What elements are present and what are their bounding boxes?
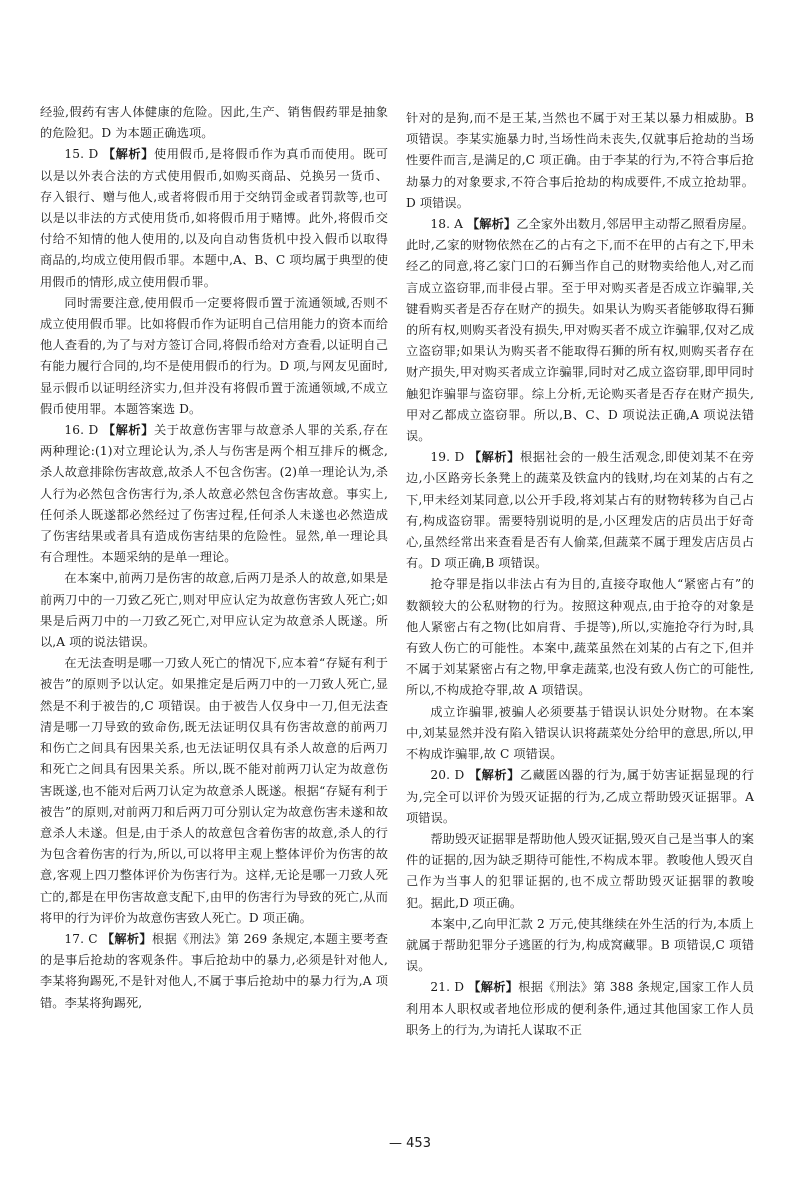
page-number: — 453: [389, 1136, 431, 1151]
question-number: 20. D: [430, 768, 469, 783]
paragraph-text: 帮助毁灭证据罪是帮助他人毁灭证据,毁灭自己是当事人的案件的证据的,因为缺乏期待可能性,不构成本罪。教唆他人毁灭自己作为当事人的犯罪证据的,也不成立帮助毁灭证据罪的教唆犯。据此,D 项正确。: [406, 831, 754, 910]
paragraph: [406, 914, 754, 978]
analysis-label: 【解析】: [468, 980, 519, 995]
paragraph: [406, 447, 754, 574]
question-number: 17. C: [64, 931, 102, 946]
paragraph: [406, 977, 754, 1041]
paragraph: [406, 108, 754, 214]
paragraph-text: 关于故意伤害罪与故意杀人罪的关系,存在两种理论:(1)对立理论认为,杀人与伤害是两个相互排斥的概念,杀人故意排除伤害故意,故杀人不包含伤害。(2)单一理论认为,杀人行为必然包含伤害行为,杀人故意必然包含伤害故意。事实上,任何杀人既遂都必然经过了伤害过程,任何杀人未遂也必然造成了伤害结果或者具有造成伤害结果的危险性。显然,单一理论具有合理性。本题采纳的是单一理论。: [40, 423, 388, 565]
right-column: [406, 108, 754, 1041]
left-column: [40, 102, 388, 1014]
analysis-label: 【解析】: [102, 147, 154, 162]
paragraph: [40, 144, 388, 292]
analysis-label: 【解析】: [468, 768, 520, 783]
paragraph-text: 同时需要注意,使用假币一定要将假币置于流通领域,否则不成立使用假币罪。比如将假币作为证明自己信用能力的资本而给他人查看的,为了与对方签订合同,将假币给对方查看,以证明自己有能力履行合同的,均不是使用假币的行为。D 项,与网友见面时,显示假币以证明经济实力,但并没有将假币置于流通领域,不成立假币使用罪。本题答案选 D。: [40, 295, 388, 416]
paragraph-text: 在无法查明是哪一刀致人死亡的情况下,应本着“存疑有利于被告”的原则予以认定。如果推定是后两刀中的一刀致人死亡,显然是不利于被告的,C 项错误。由于被告人仅身中一刀,但无法查清是哪一刀导致的致命伤,既无法证明仅具有伤害故意的前两刀和伤亡之间具有因果关系,也无法证明仅具有杀人故意的后两刀和死亡之间具有因果关系。所以,既不能对前两刀认定为故意伤害既遂,也不能对后两刀认定为故意杀人既遂。根据“存疑有利于被告”的原则,对前两刀和后两刀可分别认定为故意伤害未遂和故意杀人未遂。但是,由于杀人的故意包含着伤害的故意,杀人的行为包含着伤害的行为,所以,可以将甲主观上整体评价为伤害的故意,客观上四刀整体评价为伤害行为。这样,无论是哪一刀致人死亡的,都是在甲伤害故意支配下,由甲的伤害行为导致的死亡,从而将甲的行为评价为故意伤害致人死亡。D 项正确。: [40, 656, 388, 925]
paragraph-text: 经验,假药有害人体健康的危险。因此,生产、销售假药罪是抽象的危险犯。D 为本题正确选项。: [40, 105, 388, 141]
question-number: 19. D: [430, 450, 469, 465]
paragraph: [406, 214, 754, 447]
paragraph-text: 乙藏匿凶器的行为,属于妨害证据显现的行为,完全可以评价为毁灭证据的行为,乙成立帮助毁灭证据罪。A 项错误。: [406, 768, 754, 825]
paragraph: [406, 702, 754, 766]
paragraph-text: 成立诈骗罪,被骗人必须要基于错误认识处分财物。在本案中,刘某显然并没有陷入错误认识将蔬菜处分给甲的意思,所以,甲不构成诈骗罪,故 C 项错误。: [406, 704, 754, 762]
paragraph-text: 本案中,乙向甲汇款 2 万元,使其继续在外生活的行为,本质上就属于帮助犯罪分子逃匿的行为,构成窝藏罪。B 项错误,C 项错误。: [406, 916, 754, 974]
paragraph-text: 根据社会的一般生活观念,即使刘某不在旁边,小区路旁长条凳上的蔬菜及铁盒内的钱财,均在刘某的占有之下,甲未经刘某同意,以公开手段,将刘某占有的财物转移为自己占有,构成盗窃罪。需要特别说明的是,小区理发店的店员出于好奇心,虽然经常出来查看是否有人偷菜,但蔬菜不属于理发店店员占有。D 项正确,B 项错误。: [406, 450, 754, 571]
paragraph: [40, 420, 388, 568]
paragraph: [40, 293, 388, 420]
question-number: 21. D: [430, 980, 469, 995]
paragraph-text: 在本案中,前两刀是伤害的故意,后两刀是杀人的故意,如果是前两刀中的一刀致乙死亡,则对甲应认定为故意伤害致人死亡;如果是后两刀中的一刀致乙死亡,对甲应认定为故意杀人既遂。所以,A 项的说法错误。: [40, 571, 388, 650]
paragraph: [406, 765, 754, 829]
paragraph-text: 使用假币,是将假币作为真币而使用。既可以是以外表合法的方式使用假币,如购买商品、兑换另一货币、存入银行、赠与他人,或者将假币用于交纳罚金或者罚款等,也可以是以非法的方式使用货币,如将假币用于赌博。此外,将假币交付给不知情的他人使用的,以及向自动售货机中投入假币以取得商品的,均成立使用假币罪。本题中,A、B、C 项均属于典型的使用假币的情形,成立使用假币罪。: [40, 147, 388, 289]
paragraph: [406, 829, 754, 914]
analysis-label: 【解析】: [101, 931, 152, 946]
question-number: 18. A: [430, 217, 467, 232]
paragraph-text: 根据《刑法》第 388 条规定,国家工作人员利用本人职权或者地位形成的便利条件,通过其他国家工作人员职务上的行为,为请托人谋取不正: [406, 980, 754, 1037]
question-number: 15. D: [64, 147, 103, 162]
analysis-label: 【解析】: [102, 423, 154, 438]
paragraph-text: 乙全家外出数月,邻居甲主动帮乙照看房屋。此时,乙家的财物依然在乙的占有之下,而不在甲的占有之下,甲未经乙的同意,将乙家门口的石狮当作自己的财物卖给他人,对乙而言成立盗窃罪,而非侵占罪。至于甲对购买者是否成立诈骗罪,关键看购买者是否存在财产的损失。如果认为购买者能够取得石狮的所有权,则购买者没有损失,甲对购买者不成立诈骗罪,仅对乙成立盗窃罪;如果认为购买者不能取得石狮的所有权,则购买者存在财产损失,甲对购买者成立诈骗罪,同时对乙成立盗窃罪,即甲同时触犯诈骗罪与盗窃罪。综上分析,无论购买者是否存在财产损失,甲对乙都成立盗窃罪。所以,B、C、D 项说法正确,A 项说法错误。: [406, 217, 754, 444]
question-number: 16. D: [64, 423, 103, 438]
paragraph: [40, 653, 388, 929]
paragraph-text: 针对的是狗,而不是王某,当然也不属于对王某以暴力相威胁。B 项错误。李某实施暴力时,当场性尚未丧失,仅就事后抢劫的当场性要件而言,是满足的,C 项正确。由于李某的行为,不符合事后抢劫暴力的对象要求,不符合事后抢劫的构成要件,不成立抢劫罪。D 项错误。: [406, 111, 754, 210]
paragraph: [40, 568, 388, 653]
document-page: [40, 0, 780, 1177]
paragraph-text: 根据《刑法》第 269 条规定,本题主要考查的是事后抢劫的客观条件。事后抢劫中的暴力,必须是针对他人,李某将狗踢死,不是针对他人,不属于事后抢劫中的暴力行为,A 项错。李某将狗踢死,: [40, 931, 388, 1010]
paragraph: [40, 929, 388, 1014]
paragraph: [40, 102, 388, 144]
paragraph-text: 抢夺罪是指以非法占有为目的,直接夺取他人“紧密占有”的数额较大的公私财物的行为。按照这种观点,由于抢夺的对象是他人紧密占有之物(比如肩背、手提等),所以,实施抢夺行为时,具有致人伤亡的可能性。本案中,蔬菜虽然在刘某的占有之下,但并不属于刘某紧密占有之物,甲拿走蔬菜,也没有致人伤亡的可能性,所以,不构成抢夺罪,故 A 项错误。: [406, 577, 754, 698]
analysis-label: 【解析】: [466, 217, 517, 232]
paragraph: [406, 574, 754, 701]
analysis-label: 【解析】: [468, 450, 520, 465]
